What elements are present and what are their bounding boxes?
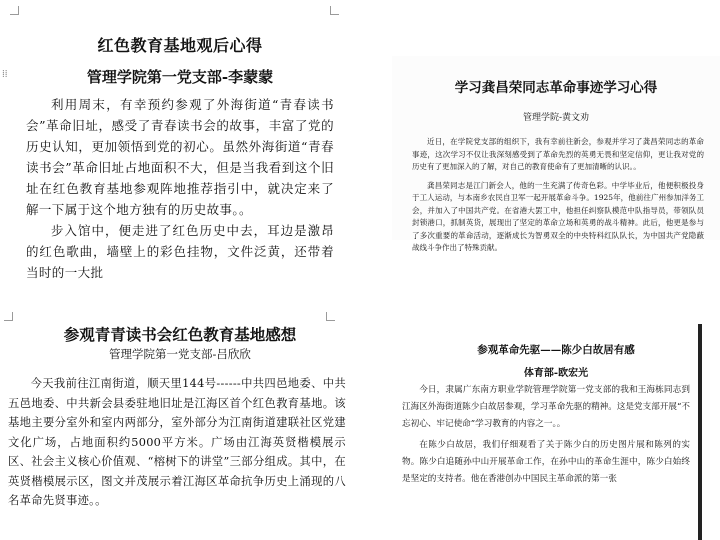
drag-handle-icon: ⁞⁞: [2, 69, 8, 80]
doc-paragraph: 利用周末，有幸预约参观了外海街道“青春读书会”革命旧址，感受了青春读书会的故事，丰富了党的历史认知，更加领悟到党的初心。虽然外海街道“青春读书会”革命旧址占地面积不大，但是当我看到这个旧址在红色教育基地参观阵地推荐指引中，就决定来了解一下属于这个地方独有的历史故事。。: [26, 97, 334, 217]
doc-panel-2: [392, 56, 720, 252]
page-corner-mark: [326, 312, 335, 321]
doc-paragraph: 在陈少白故居，我们仔细观看了关于陈少白的历史图片展和陈列的实物。陈少白追随孙中山开展革命工作，在孙中山的革命生涯中，陈少白始终是坚定的支持者。他在香港创办中国民主革命派的第一张: [402, 440, 690, 484]
doc-body: [402, 382, 690, 488]
doc-title: 参观革命先驱——陈少白故居有感: [477, 344, 635, 356]
doc-body: [26, 94, 334, 283]
page-corner-mark: [10, 6, 19, 15]
page-corner-mark: [330, 6, 339, 15]
doc-panel-1: [0, 0, 360, 280]
doc-panel-3: [0, 306, 360, 540]
doc-paragraph: 近日，在学院党支部的组织下，我有幸前往新会，参观并学习了龚昌荣同志的革命事迹，这次学习不仅让我深刻感受到了革命先烈的英勇无畏和坚定信仰，更让我对党的历史有了更加深入的了解，对自己的教育使命有了更加清晰的认识。。: [412, 137, 704, 171]
doc-title: 学习龚昌荣同志革命事迹学习心得: [454, 80, 658, 96]
doc-paragraph: 今天我前往江南街道，顺天里144号------中共四邑地委、中共五邑地委、中共新会县委驻地旧址是江海区首个红色教育基地。该基地主要分室外和室内两部分，室外部分为江南街道建联社区党建文化广场，占地面积约5000平方米。广场由江海英贤楷模展示区、社会主义核心价值观、“榕树下的讲堂”三部分组成。其中，在英贤楷模展示区，图文并茂展示着江海区革命抗争历史上涌现的八名革命先贤事迹。。: [8, 377, 346, 507]
doc-author: 管理学院第一党支部-李蒙蒙: [86, 68, 274, 86]
doc-body: [412, 136, 704, 255]
doc-body: [8, 374, 346, 511]
doc-author: 管理学院第一党支部-吕欣欣: [109, 347, 251, 361]
doc-paragraph: 步入馆中，便走进了红色历史中去，耳边是激昂的红色歌曲，墙壁上的彩色挂物，文件泛黄，还带着当时的一大批: [26, 223, 334, 280]
doc-author: 管理学院-黄文劝: [522, 113, 590, 123]
doc-paragraph: 今日，隶属广东南方职业学院管理学院第一党支部的我和王海栋同志到江海区外海街道陈少白故居参观，学习革命先驱的精神。这是党支部开展“不忘初心、牢记使命”学习教育的内容之一。。: [402, 385, 690, 429]
doc-paragraph: 龚昌荣同志是江门新会人，他的一生充满了传奇色彩。中学毕业后，他便积极投身于工人运动，与本南乡农民自卫军一起开展革命斗争。1925年，他前往广州参加洋务工会，并加入了中国共产党。在省港大罢工中，他担任纠察队模范中队指导员，带领队员封锁港口，抓制英货，展现出了坚定的革命立场和英勇的战斗精神。此后，他更是参与了多次重要的革命活动，逐渐成长为智勇双全的中央特科红队队长，为中国共产党隐蔽战线斗争作出了特殊贡献。: [412, 180, 704, 252]
doc-panel-4: [392, 322, 720, 540]
page-corner-mark: [4, 312, 13, 321]
doc-title: 红色教育基地观后心得: [97, 36, 263, 55]
doc-author: 体育部-欧宏光: [523, 368, 589, 379]
doc-title: 参观青青读书会红色教育基地感想: [63, 325, 297, 344]
